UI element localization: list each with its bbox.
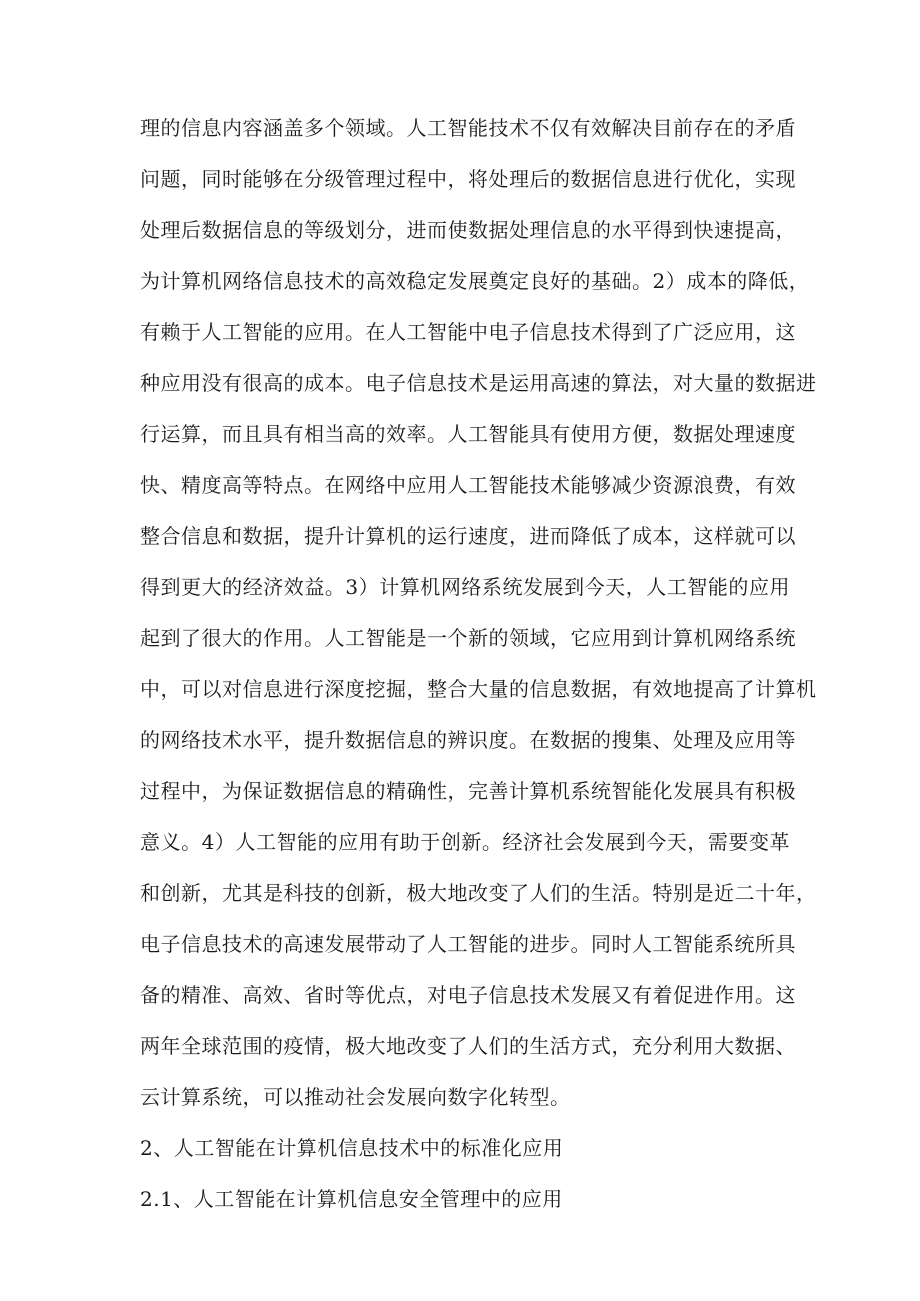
paragraph-line-17: 电子信息技术的高速发展带动了人工智能的进步。同时人工智能系统所具 xyxy=(140,932,796,956)
subsection-heading-2-1: 2.1、人工智能在计算机信息安全管理中的应用 xyxy=(140,1187,563,1211)
paragraph-line-15: 意义。4）人工智能的应用有助于创新。经济社会发展到今天，需要变革 xyxy=(140,830,790,854)
paragraph-line-3: 处理后数据信息的等级划分，进而使数据处理信息的水平得到快速提高， xyxy=(140,218,796,242)
paragraph-line-10: 得到更大的经济效益。3）计算机网络系统发展到今天，人工智能的应用 xyxy=(140,575,790,599)
paragraph-line-18: 备的精准、高效、省时等优点，对电子信息技术发展又有着促进作用。这 xyxy=(140,983,796,1007)
paragraph-line-9: 整合信息和数据，提升计算机的运行速度，进而降低了成本，这样就可以 xyxy=(140,524,796,548)
paragraph-line-14: 过程中，为保证数据信息的精确性，完善计算机系统智能化发展具有积极 xyxy=(140,779,796,803)
paragraph-line-5: 有赖于人工智能的应用。在人工智能中电子信息技术得到了广泛应用，这 xyxy=(140,320,796,344)
paragraph-line-4: 为计算机网络信息技术的高效稳定发展奠定良好的基础。2）成本的降低， xyxy=(140,269,810,293)
paragraph-line-13: 的网络技术水平，提升数据信息的辨识度。在数据的搜集、处理及应用等 xyxy=(140,728,796,752)
paragraph-line-7: 行运算，而且具有相当高的效率。人工智能具有使用方便，数据处理速度 xyxy=(140,422,796,446)
section-heading-2: 2、人工智能在计算机信息技术中的标准化应用 xyxy=(140,1136,564,1160)
paragraph-line-6: 种应用没有很高的成本。电子信息技术是运用高速的算法，对大量的数据进 xyxy=(140,371,817,395)
paragraph-line-1: 理的信息内容涵盖多个领域。人工智能技术不仅有效解决目前存在的矛盾 xyxy=(140,116,796,140)
paragraph-line-20: 云计算系统，可以推动社会发展向数字化转型。 xyxy=(140,1085,571,1109)
paragraph-line-8: 快、精度高等特点。在网络中应用人工智能技术能够减少资源浪费，有效 xyxy=(140,473,796,497)
paragraph-line-12: 中，可以对信息进行深度挖掘，整合大量的信息数据，有效地提高了计算机 xyxy=(140,677,817,701)
paragraph-line-2: 问题，同时能够在分级管理过程中，将处理后的数据信息进行优化，实现 xyxy=(140,167,796,191)
paragraph-line-16: 和创新，尤其是科技的创新，极大地改变了人们的生活。特别是近二十年， xyxy=(140,881,817,905)
paragraph-line-11: 起到了很大的作用。人工智能是一个新的领域，它应用到计算机网络系统 xyxy=(140,626,796,650)
paragraph-line-19: 两年全球范围的疫情，极大地改变了人们的生活方式，充分利用大数据、 xyxy=(140,1034,796,1058)
